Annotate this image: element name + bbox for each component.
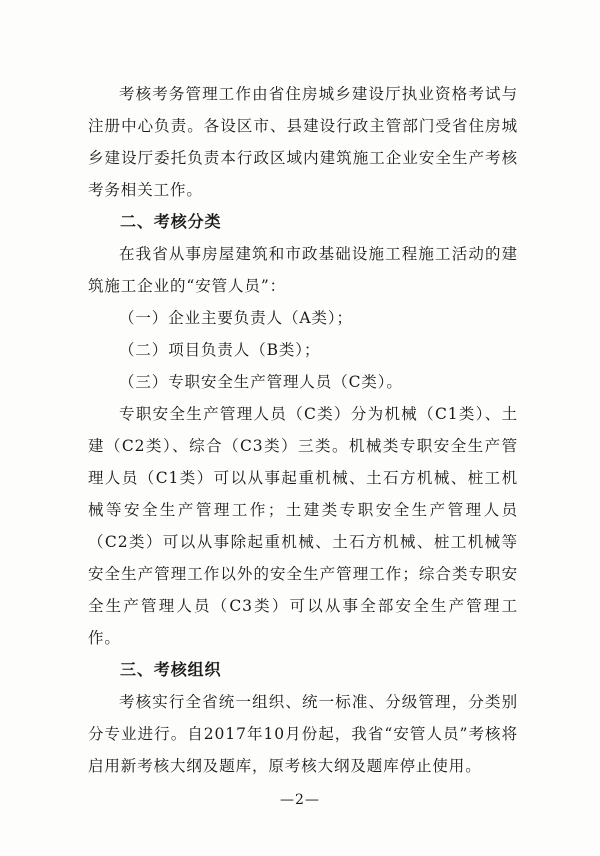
section-heading-organization: 三、考核组织	[120, 660, 222, 679]
list-item-category-b: （二）项目负责人（B类）；	[119, 341, 321, 359]
list-item-category-c: （三）专职安全生产管理人员（C类）。	[119, 373, 403, 391]
paragraph-exam-administration: 考核考务管理工作由省住房城乡建设厅执业资格考试与注册中心负责。各设区市、县建设行政主管部门受省住房城乡建设厅委托负责本行政区域内建筑施工企业安全生产考核考务相关工作。	[88, 85, 518, 199]
paragraph-category-c-detail: 专职安全生产管理人员（C类）分为机械（C1类）、土建（C2类）、综合（C3类）三类。机械类专职安全生产管理人员（C1类）可以从事起重机械、土石方机械、桩工机械等安全生产管理工作；土建类专职安全生产管理人员（C2类）可以从事除起重机械、土石方机械、桩工机械等安全生产管理工作以外的安全生产管理工作；综合类专职安全生产管理人员（C3类）可以从事全部安全生产管理工作。	[88, 405, 518, 647]
list-item-category-a: （一）企业主要负责人（A类）；	[119, 309, 353, 327]
page-number: —2—	[280, 792, 320, 808]
section-heading-classification: 二、考核分类	[120, 212, 222, 231]
paragraph-classification-intro: 在我省从事房屋建筑和市政基础设施工程施工活动的建筑施工企业的“安管人员”：	[88, 245, 518, 295]
document-body	[88, 78, 518, 782]
paragraph-organization-body: 考核实行全省统一组织、统一标准、分级管理，分类别分专业进行。自2017年10月份起，我省“安管人员”考核将启用新考核大纲及题库，原考核大纲及题库停止使用。	[88, 693, 518, 775]
